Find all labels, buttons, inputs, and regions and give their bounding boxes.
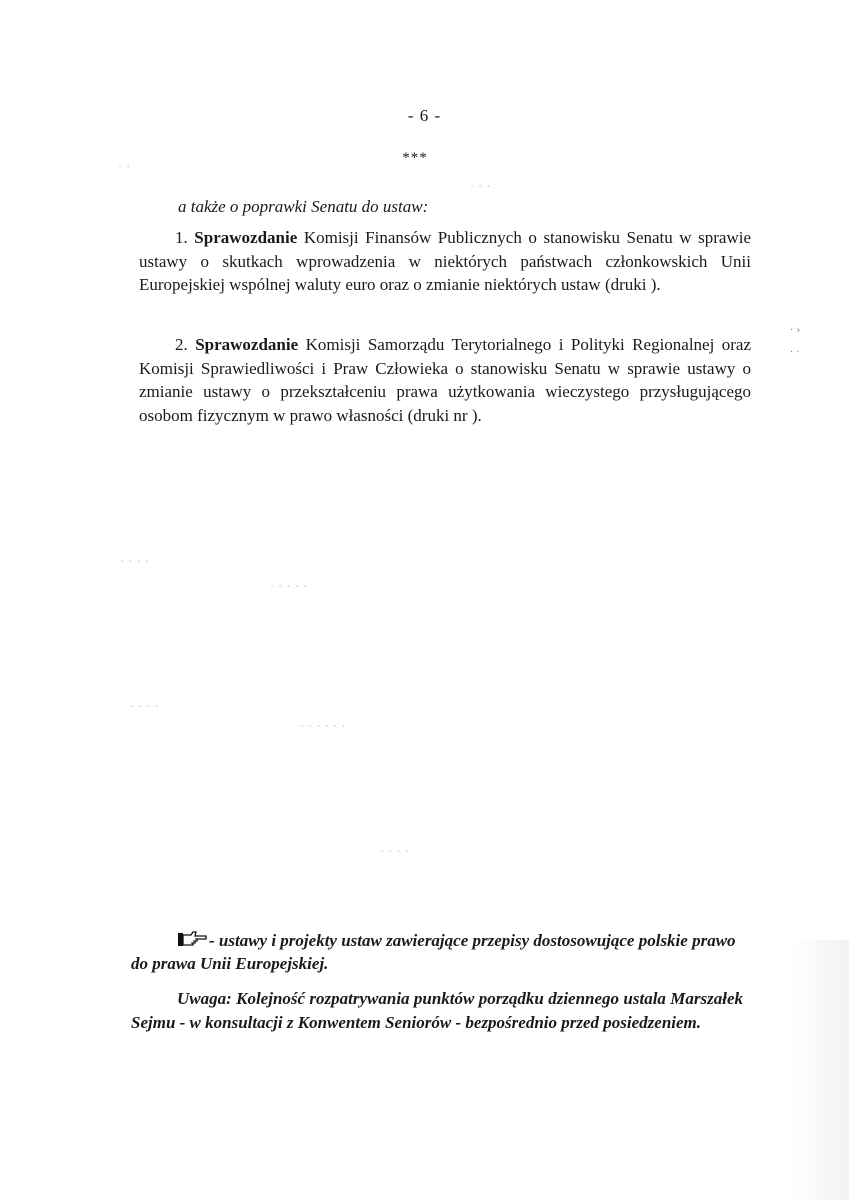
item-number: 1.: [175, 228, 188, 247]
scan-mark: · ·: [790, 347, 800, 358]
agenda-item-2: [139, 333, 751, 427]
eu-law-note-text: - ustawy i projekty ustaw zawierające przepisy dostosowujące polskie prawo do prawa Unii Europejskiej.: [131, 931, 736, 973]
item-text: Komisji Samorządu Terytorialnego i Polityki Regionalnej oraz Komisji Sprawiedliwości i Praw Człowieka o stanowisku Senatu w sprawie ustawy o zmianie ustawy o przekształceniu prawa użytkowania wieczystego przysługującego osobom fizycznym w prawo własności (druki nr ).: [139, 335, 752, 425]
section-separator: ***: [402, 150, 428, 166]
eu-law-note: [131, 929, 743, 975]
item-number: 2.: [175, 335, 188, 354]
page-number: - 6 -: [407, 106, 442, 125]
pointing-hand-icon: [177, 931, 207, 948]
scan-noise: · ·: [118, 160, 131, 175]
agenda-item-1: [139, 226, 751, 297]
scan-noise: · · · ·: [120, 555, 149, 570]
item-bold-label: Sprawozdanie: [195, 335, 299, 354]
scan-noise: · · · ·: [380, 845, 409, 860]
scan-noise: · · · · · ·: [300, 720, 346, 735]
scan-edge-shadow: [789, 940, 849, 1200]
scan-noise: · · · ·: [130, 700, 159, 715]
scan-mark: · ›: [790, 325, 801, 336]
agenda-order-note: Uwaga: Kolejność rozpatrywania punktów porządku dziennego ustala Marszałek Sejmu - w konsultacji z Konwentem Seniorów - bezpośrednio przed posiedzeniem.: [131, 989, 743, 1032]
item-text: Komisji Finansów Publicznych o stanowisku Senatu w sprawie ustawy o skutkach wprowadzenia w niektórych państwach członkowskich Unii Europejskiej wspólnej waluty euro oraz o zmianie niektórych ustaw (druki ).: [139, 228, 751, 294]
scan-noise: · · ·: [470, 180, 491, 195]
intro-line: a także o poprawki Senatu do ustaw:: [178, 197, 429, 216]
item-bold-label: Sprawozdanie: [194, 228, 298, 247]
scan-noise: · · · · ·: [270, 580, 308, 595]
